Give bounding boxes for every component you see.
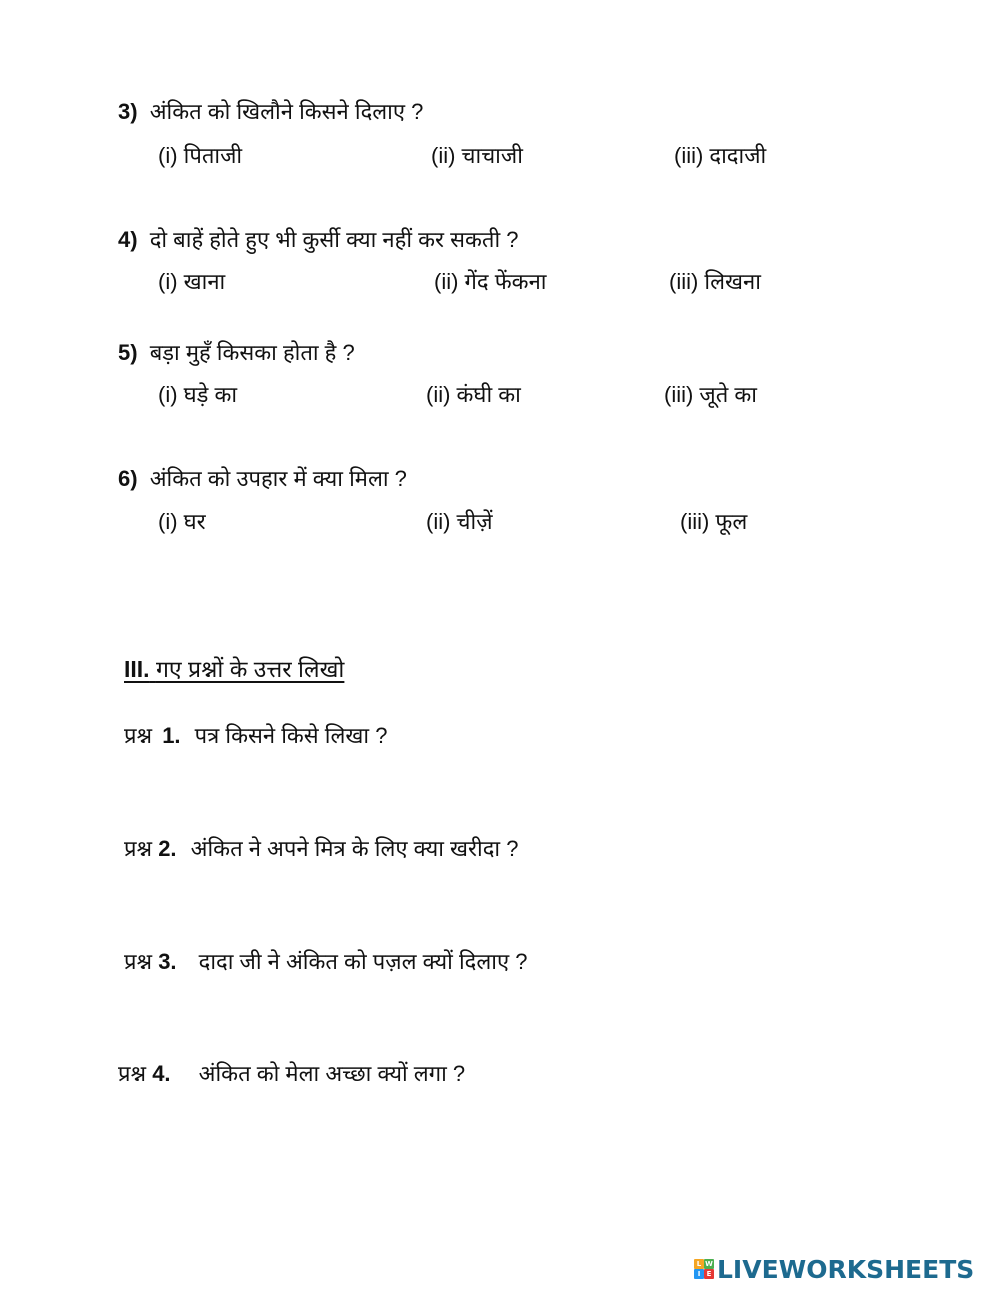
liveworksheets-logo-icon xyxy=(694,1259,714,1279)
option-ii: (ii) चाचाजी xyxy=(431,143,523,168)
question-6 xyxy=(118,463,407,493)
question-prefix: प्रश्न xyxy=(118,1061,153,1086)
short-question-3 xyxy=(124,946,527,976)
logo-tile-4: E xyxy=(704,1269,714,1279)
option-i: (i) पिताजी xyxy=(158,143,243,168)
short-question-1 xyxy=(124,720,387,750)
option-i: (i) घड़े का xyxy=(158,382,238,407)
question-number: 3) xyxy=(118,99,138,124)
short-question-2 xyxy=(124,833,518,863)
option-ii: (ii) कंघी का xyxy=(426,382,521,407)
question-text: दादा जी ने अंकित को पज़ल क्यों दिलाए ? xyxy=(198,949,528,974)
logo-tile-3: I xyxy=(694,1269,704,1279)
short-question-4 xyxy=(118,1058,465,1088)
question-number: 4) xyxy=(118,227,138,252)
option-i: (i) घर xyxy=(158,509,206,534)
logo-tile-1: L xyxy=(694,1259,704,1269)
option-ii: (ii) गेंद फेंकना xyxy=(434,269,547,294)
question-3 xyxy=(118,96,423,126)
question-number: 3. xyxy=(158,949,177,974)
question-number: 4. xyxy=(152,1061,171,1086)
option-ii: (ii) चीज़ें xyxy=(426,509,493,534)
question-text: अंकित को खिलौने किसने दिलाए ? xyxy=(149,99,424,124)
question-number: 6) xyxy=(118,466,138,491)
question-number: 1. xyxy=(162,723,181,748)
question-text: बड़ा मुहँ किसका होता है ? xyxy=(149,340,355,365)
section-heading xyxy=(124,652,344,684)
logo-tile-2: W xyxy=(705,1260,713,1268)
option-iii: (iii) जूते का xyxy=(664,382,757,407)
question-text: पत्र किसने किसे लिखा ? xyxy=(194,723,388,748)
question-number: 2. xyxy=(158,836,177,861)
question-4 xyxy=(118,224,519,254)
option-iii: (iii) लिखना xyxy=(669,269,761,294)
question-text: अंकित को मेला अच्छा क्यों लगा ? xyxy=(198,1061,466,1086)
option-i: (i) खाना xyxy=(158,269,226,294)
question-prefix: प्रश्न xyxy=(124,949,159,974)
logo-text: LIVEWORKSHEETS xyxy=(717,1254,975,1284)
question-5 xyxy=(118,337,355,367)
question-text: अंकित को उपहार में क्या मिला ? xyxy=(149,466,407,491)
question-prefix: प्रश्न xyxy=(124,836,159,861)
liveworksheets-logo xyxy=(694,1254,974,1284)
question-text: अंकित ने अपने मित्र के लिए क्या खरीदा ? xyxy=(190,836,519,861)
option-iii: (iii) दादाजी xyxy=(674,143,767,168)
question-prefix: प्रश्न xyxy=(124,723,159,748)
question-text: दो बाहें होते हुए भी कुर्सी क्या नहीं कर सकती ? xyxy=(149,227,519,252)
question-number: 5) xyxy=(118,340,138,365)
section-number: III. xyxy=(124,656,150,682)
option-iii: (iii) फूल xyxy=(680,509,748,534)
section-title-text: गए प्रश्नों के उत्तर लिखो xyxy=(155,656,345,682)
